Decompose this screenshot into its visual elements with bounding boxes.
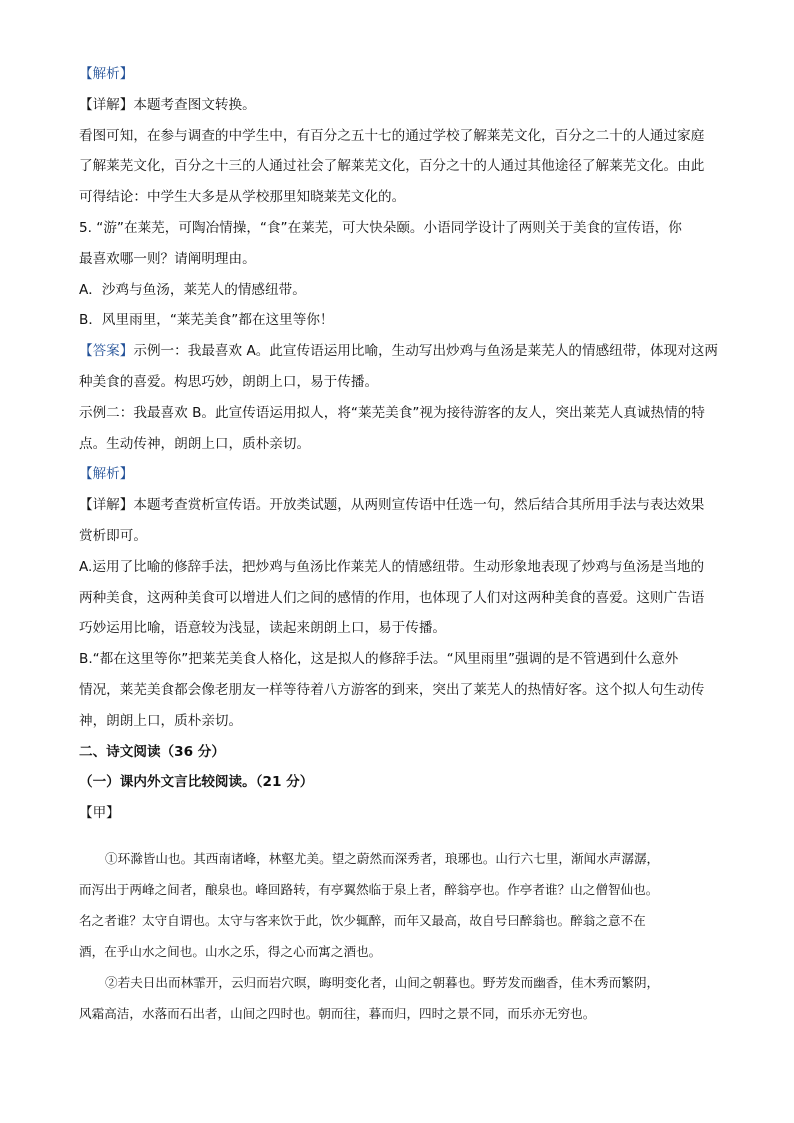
text-line-14: 【详解】本题考查赏析宣传语。开放类试题，从两则宣传语中任选一句，然后结合其所用手法与表达效果: [79, 497, 705, 514]
answer-line-4: 点。生动传神，朗朗上口，质朴亲切。: [79, 435, 311, 452]
classical-text-block: [79, 843, 719, 1029]
classical-line-3: 酒，在乎山水之间也。山水之乐，得之心而寓之酒也。: [79, 944, 382, 959]
section-tag: 【解析】: [79, 66, 134, 82]
text-line-18: 巧妙运用比喻，语意较为浅显，读起来朗朗上口，易于传播。: [79, 620, 447, 637]
jia-label: 【甲】: [79, 805, 120, 822]
section-tag: 【解析】: [79, 466, 134, 483]
subsection-heading: （一）课内外文言比较阅读。（21 分）: [79, 774, 314, 791]
text-line-20: 情况，莱芜美食都会像老朋友一样等待着八方游客的到来，突出了莱芜人的热情好客。这个拟人句生动传: [79, 681, 705, 698]
answer-line-3: 示例二：我最喜欢 B。此宣传语运用拟人，将“莱芜美食”视为接待游客的友人，突出莱芜人真诚热情的特: [79, 404, 705, 421]
text-line-0: [79, 59, 719, 90]
text-line-2: 看图可知，在参与调查的中学生中，有百分之五十七的通过学校了解莱芜文化，百分之二十的人通过家庭: [79, 127, 705, 144]
answer-tag: 【答案】: [79, 343, 134, 360]
detail-tag: 【详解】: [79, 96, 134, 113]
text-line-4: 可得结论：中学生大多是从学校那里知晓莱芜文化的。: [79, 189, 406, 206]
classical-line-0: ①环滁皆山也。其西南诸峰，林壑尤美。望之蔚然而深秀者，琅琊也。山行六七里，渐闻水声潺潺，: [105, 851, 660, 866]
option-a: A．沙鸡与鱼汤，莱芜人的情感纽带。: [79, 281, 306, 298]
answer-line-2: 种美食的喜爱。构思巧妙，朗朗上口，易于传播。: [79, 373, 379, 390]
section-heading: 二、诗文阅读（36 分）: [79, 743, 225, 760]
text-line-15: 赏析即可。: [79, 527, 147, 544]
question-5-line-2: 最喜欢哪一则？请阐明理由。: [79, 250, 256, 267]
text-line-1: 【详解】本题考查图文转换。: [79, 96, 256, 113]
classical-line-5: 风霜高洁，水落而石出者，山间之四时也。朝而往，暮而归，四时之景不同，而乐亦无穷也。: [79, 1006, 596, 1021]
text-line-21: 神，朗朗上口，质朴亲切。: [79, 712, 243, 729]
text-line-13: [79, 459, 719, 490]
text-line-16: A.运用了比喻的修辞手法，把炒鸡与鱼汤比作莱芜人的情感纽带。生动形象地表现了炒鸡与鱼汤是当地的: [79, 558, 705, 575]
text-line-17: 两种美食，这两种美食可以增进人们之间的感情的作用，也体现了人们对这两种美食的喜爱。这则广告语: [79, 589, 705, 606]
classical-line-2: 名之者谁？太守自谓也。太守与客来饮于此，饮少辄醉，而年又最高，故自号曰醉翁也。醉翁之意不在: [79, 913, 646, 928]
option-b: B．风里雨里，“莱芜美食”都在这里等你！: [79, 312, 334, 329]
classical-line-1: 而泻出于两峰之间者，酿泉也。峰回路转，有亭翼然临于泉上者，醉翁亭也。作亭者谁？山之僧智仙也。: [79, 882, 659, 897]
classical-line-4: ②若夫日出而林霏开，云归而岩穴暝，晦明变化者，山间之朝暮也。野芳发而幽香，佳木秀而繁阴，: [105, 975, 660, 990]
question-5-line-1: 5. “游”在莱芜，可陶冶情操，“食”在莱芜，可大快朵颐。小语同学设计了两则关于美食的宣传语，你: [79, 219, 682, 236]
answer-analysis-block: [79, 59, 719, 829]
detail-tag: 【详解】: [79, 497, 134, 514]
text-line-19: B.“都在这里等你”把莱芜美食人格化，这是拟人的修辞手法。“风里雨里”强调的是不管遇到什么意外: [79, 651, 679, 668]
text-line-3: 了解莱芜文化，百分之十三的人通过社会了解莱芜文化，百分之十的人通过其他途径了解莱芜文化。由此: [79, 158, 705, 175]
answer-line-1: 【答案】示例一：我最喜欢 A。此宣传语运用比喻，生动写出炒鸡与鱼汤是莱芜人的情感纽带，体现对这两: [79, 343, 718, 360]
